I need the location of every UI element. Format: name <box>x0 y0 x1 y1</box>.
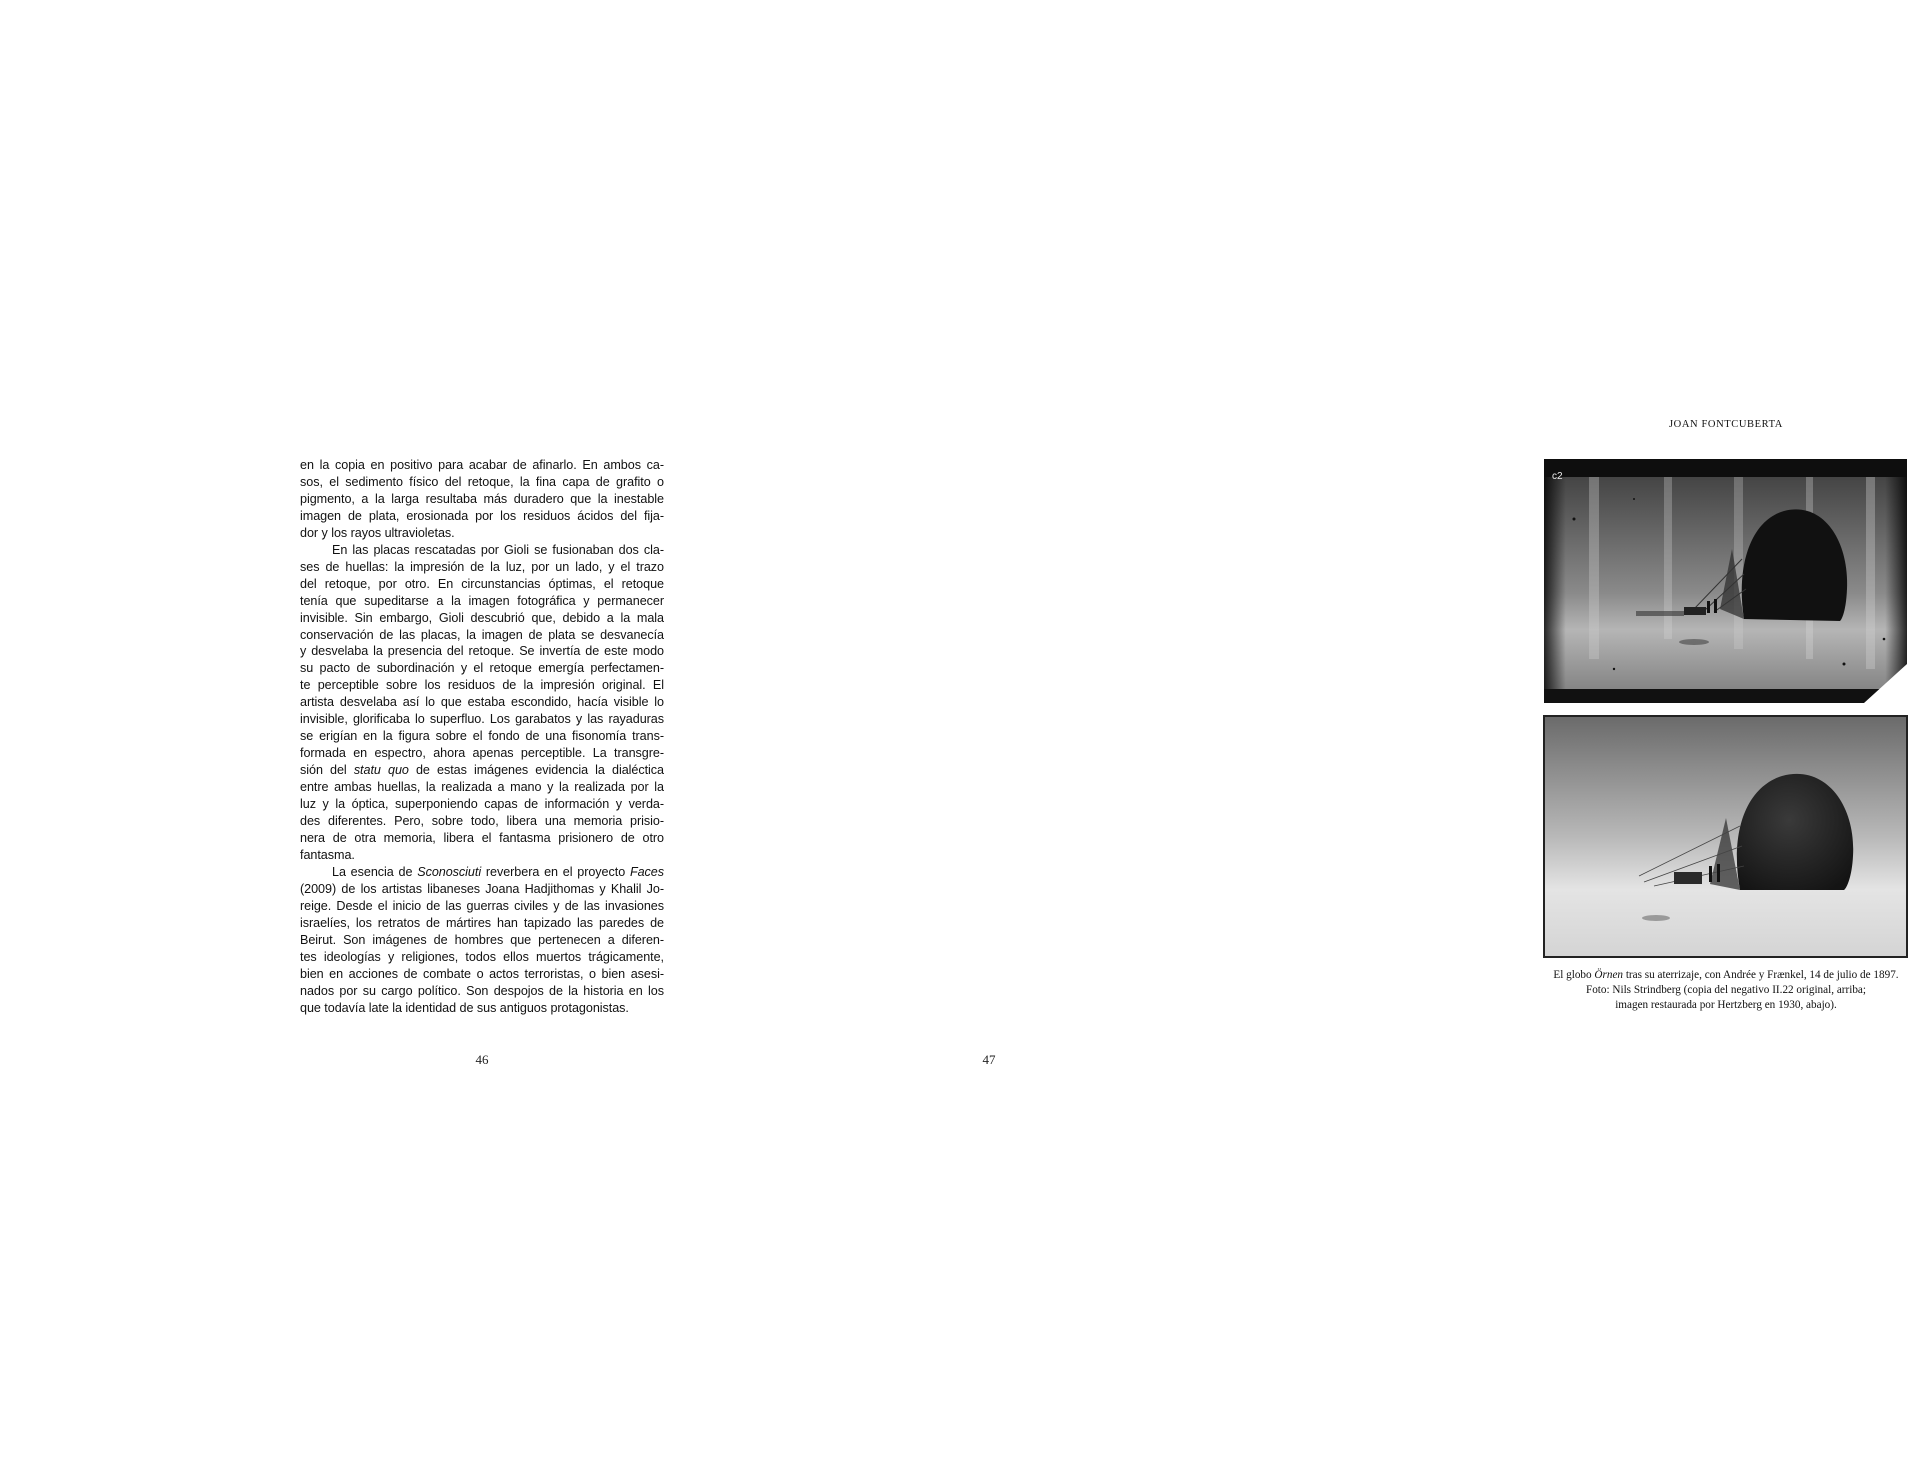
body-line: des diferentes. Pero, sobre todo, libera una memoria prisio- <box>300 814 664 829</box>
svg-text:c2: c2 <box>1552 471 1563 482</box>
body-line: su pacto de subordinación y el retoque emergía perfectamen- <box>300 661 664 676</box>
body-line: pigmento, a la larga resultaba más duradero que la inestable <box>300 491 664 506</box>
body-line: nados por su cargo político. Son despojos de la historia en los <box>300 983 664 998</box>
body-line: ses de huellas: la impresión de la luz, por un lado, y el trazo <box>300 559 664 574</box>
body-line: invisible, glorificaba lo superfluo. Los garabatos y las rayaduras <box>300 712 664 727</box>
body-line: imagen de plata, erosionada por los residuos ácidos del fija- <box>300 508 664 523</box>
body-line: entre ambas huellas, la realizada a mano y la realizada por la <box>300 780 664 795</box>
body-line: invisible. Sin embargo, Gioli descubrió que, debido a la mala <box>300 610 664 625</box>
left-page <box>0 0 736 1472</box>
body-line: reige. Desde el inicio de las guerras civiles y de las invasiones <box>300 898 664 913</box>
body-line: te perceptible sobre los residuos de la impresión original. El <box>300 678 664 693</box>
photo-restored-balloon <box>1544 716 1907 957</box>
body-line: israelíes, los retratos de mártires han tapizado las paredes de <box>300 915 664 930</box>
figure-caption <box>1526 968 1926 1013</box>
caption-line-3: imagen restaurada por Hertzberg en 1930, abajo). <box>1615 999 1837 1011</box>
body-line: conservación de las placas, la imagen de plata se desvanecía <box>300 627 664 642</box>
photo-negative-balloon <box>1544 459 1907 703</box>
body-line: en la copia en positivo para acabar de afinarlo. En ambos ca- <box>300 458 664 472</box>
right-page <box>736 0 1899 1472</box>
body-line: se erigían en la figura sobre el fondo de una fisonomía trans- <box>300 729 664 744</box>
body-line: La esencia de Sconosciuti reverbera en el proyecto Faces <box>332 864 664 879</box>
page-number-left: 46 <box>475 1052 489 1067</box>
body-text <box>300 457 664 1016</box>
body-line: (2009) de los artistas libaneses Joana Hadjithomas y Khalil Jo- <box>300 881 664 896</box>
body-line: Beirut. Son imágenes de hombres que pertenecen a diferen- <box>300 932 664 947</box>
body-line: bien en acciones de combate o actos terroristas, o bien asesi- <box>300 966 664 981</box>
body-line: tenía que supeditarse a la imagen fotográfica y permanecer <box>300 593 664 608</box>
body-line: fantasma. <box>300 847 355 862</box>
body-line: luz y la óptica, superponiendo capas de información y verda- <box>300 797 664 812</box>
body-line: formada en espectro, ahora apenas perceptible. La transgre- <box>300 746 664 761</box>
body-line: sión del statu quo de estas imágenes evidencia la dialéctica <box>300 763 665 778</box>
body-line: artista desvelaba así lo que estaba escondido, hacía visible lo <box>300 695 664 710</box>
body-line: nera de otra memoria, libera el fantasma prisionero de otro <box>300 830 664 845</box>
body-line: tes ideologías y religiones, todos ellos muertos trágicamente, <box>300 949 664 964</box>
page-number-right: 47 <box>982 1052 996 1067</box>
body-line: que todavía late la identidad de sus antiguos protagonistas. <box>300 1000 629 1015</box>
body-line: del retoque, por otro. En circunstancias óptimas, el retoque <box>300 576 664 591</box>
caption-line-2: Foto: Nils Strindberg (copia del negativo II.22 original, arriba; <box>1585 984 1867 996</box>
body-line: sos, el sedimento físico del retoque, la fina capa de grafito o <box>300 474 664 489</box>
running-head: JOAN FONTCUBERTA <box>1668 419 1783 430</box>
body-line: y desvelaba la presencia del retoque. Se invertía de este modo <box>300 644 664 659</box>
body-line: En las placas rescatadas por Gioli se fusionaban dos cla- <box>332 542 664 557</box>
caption-line-1: El globo Örnen tras su aterrizaje, con Andrée y Frænkel, 14 de julio de 1897. <box>1553 969 1899 981</box>
body-line: dor y los rayos ultravioletas. <box>300 525 455 540</box>
